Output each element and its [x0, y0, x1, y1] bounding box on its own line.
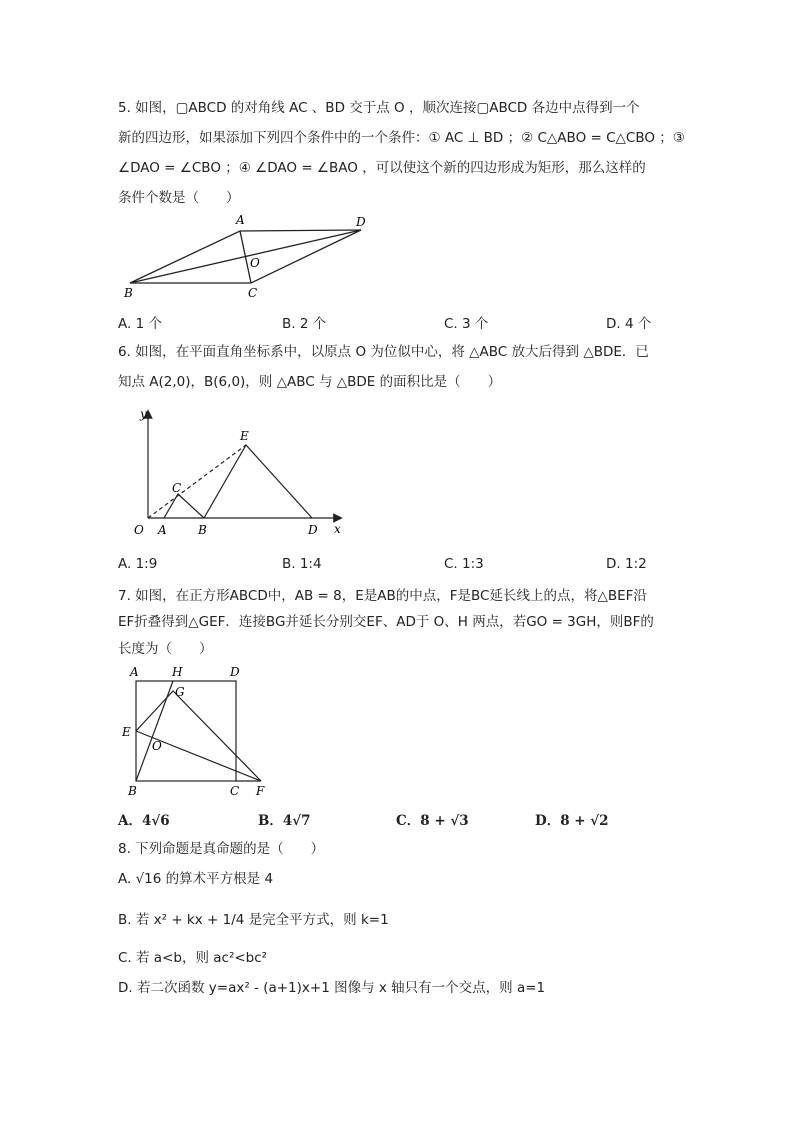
q5-option-a: A. 1 个 — [118, 316, 162, 332]
q7-line-1: 7. 如图，在正方形ABCD中，AB = 8，E是AB的中点，F是BC延长线上的点，将△BEF沿 — [118, 588, 647, 604]
q8-option-d: D. 若二次函数 y=ax² - (a+1)x+1 图像与 x 轴只有一个交点，则 a=1 — [118, 980, 546, 996]
q7-label-b: B — [128, 784, 137, 798]
q6-coordinate-figure — [128, 404, 358, 540]
q7-line-2: EF折叠得到△GEF．连接BG并延长分别交EF、AD于 O、H 两点，若GO = 3GH，则BF的 — [118, 614, 654, 630]
line-bh — [136, 681, 173, 781]
folded-triangle-geg — [136, 691, 261, 781]
dashed-ray-oe — [148, 445, 246, 518]
q5-line-2: 新的四边形，如果添加下列四个条件中的一个条件：① AC ⊥ BD ；② C△ABO = C△CBO ；③ — [118, 130, 685, 146]
q6-label-a: A — [158, 523, 167, 537]
q8-option-a: A. √16 的算术平方根是 4 — [118, 871, 274, 887]
q5-label-c: C — [248, 286, 258, 300]
q6-label-e: E — [240, 429, 249, 443]
q5-option-d: D. 4 个 — [606, 316, 652, 332]
q6-line-1: 6. 如图，在平面直角坐标系中，以原点 O 为位似中心，将 △ABC 放大后得到 △BDE．已 — [118, 344, 649, 360]
q7-label-d: D — [230, 665, 240, 679]
q6-option-b: B. 1:4 — [282, 556, 322, 572]
q7-label-f: F — [256, 784, 265, 798]
q5-line-3: ∠DAO = ∠CBO ；④ ∠DAO = ∠BAO ，可以使这个新的四边形成为矩形，那么这样的 — [118, 160, 646, 176]
q6-option-d: D. 1:2 — [606, 556, 647, 572]
q5-option-b: B. 2 个 — [282, 316, 327, 332]
triangle-abc — [164, 494, 204, 518]
q5-line-4: 条件个数是（ ） — [118, 190, 240, 206]
q8-option-c: C. 若 a<b，则 ac²<bc² — [118, 950, 268, 966]
q7-label-h: H — [172, 665, 183, 679]
q5-label-d: D — [356, 215, 366, 229]
q7-label-o: O — [152, 739, 162, 753]
q5-label-o: O — [250, 256, 260, 270]
q5-option-c: C. 3 个 — [444, 316, 489, 332]
q5-label-b: B — [124, 286, 133, 300]
triangle-bde — [204, 445, 312, 518]
q7-label-a: A — [130, 665, 139, 679]
q7-square-figure — [118, 662, 278, 802]
q5-label-a: A — [236, 213, 245, 227]
q6-label-x: x — [334, 522, 341, 536]
q7-option-c: C．8 + √3 — [396, 813, 469, 829]
q8-option-b: B. 若 x² + kx + 1/4 是完全平方式，则 k=1 — [118, 912, 389, 928]
q6-option-a: A. 1:9 — [118, 556, 158, 572]
q6-label-b: B — [198, 523, 207, 537]
q6-label-y: y — [140, 407, 147, 421]
q7-option-b: B．4√7 — [258, 813, 311, 829]
q6-line-2: 知点 A(2,0)，B(6,0)，则 △ABC 与 △BDE 的面积比是（ ） — [118, 374, 502, 390]
q5-line-1: 5. 如图，▢ABCD 的对角线 AC 、BD 交于点 O ，顺次连接▢ABCD 各边中点得到一个 — [118, 100, 640, 116]
q6-label-o: O — [134, 523, 144, 537]
diagonal-bd — [130, 230, 361, 283]
q7-label-e: E — [122, 725, 131, 739]
q6-label-d: D — [308, 523, 318, 537]
q6-label-c: C — [172, 481, 182, 495]
q7-label-c: C — [230, 784, 240, 798]
q7-line-3: 长度为（ ） — [118, 641, 213, 657]
square-abcd — [136, 681, 236, 781]
q7-option-d: D．8 + √2 — [535, 813, 609, 829]
q5-parallelogram-figure — [118, 210, 378, 305]
q8-stem: 8. 下列命题是真命题的是（ ） — [118, 841, 325, 857]
q7-option-a: A．4√6 — [118, 813, 170, 829]
q7-label-g: G — [175, 685, 185, 699]
q6-option-c: C. 1:3 — [444, 556, 484, 572]
